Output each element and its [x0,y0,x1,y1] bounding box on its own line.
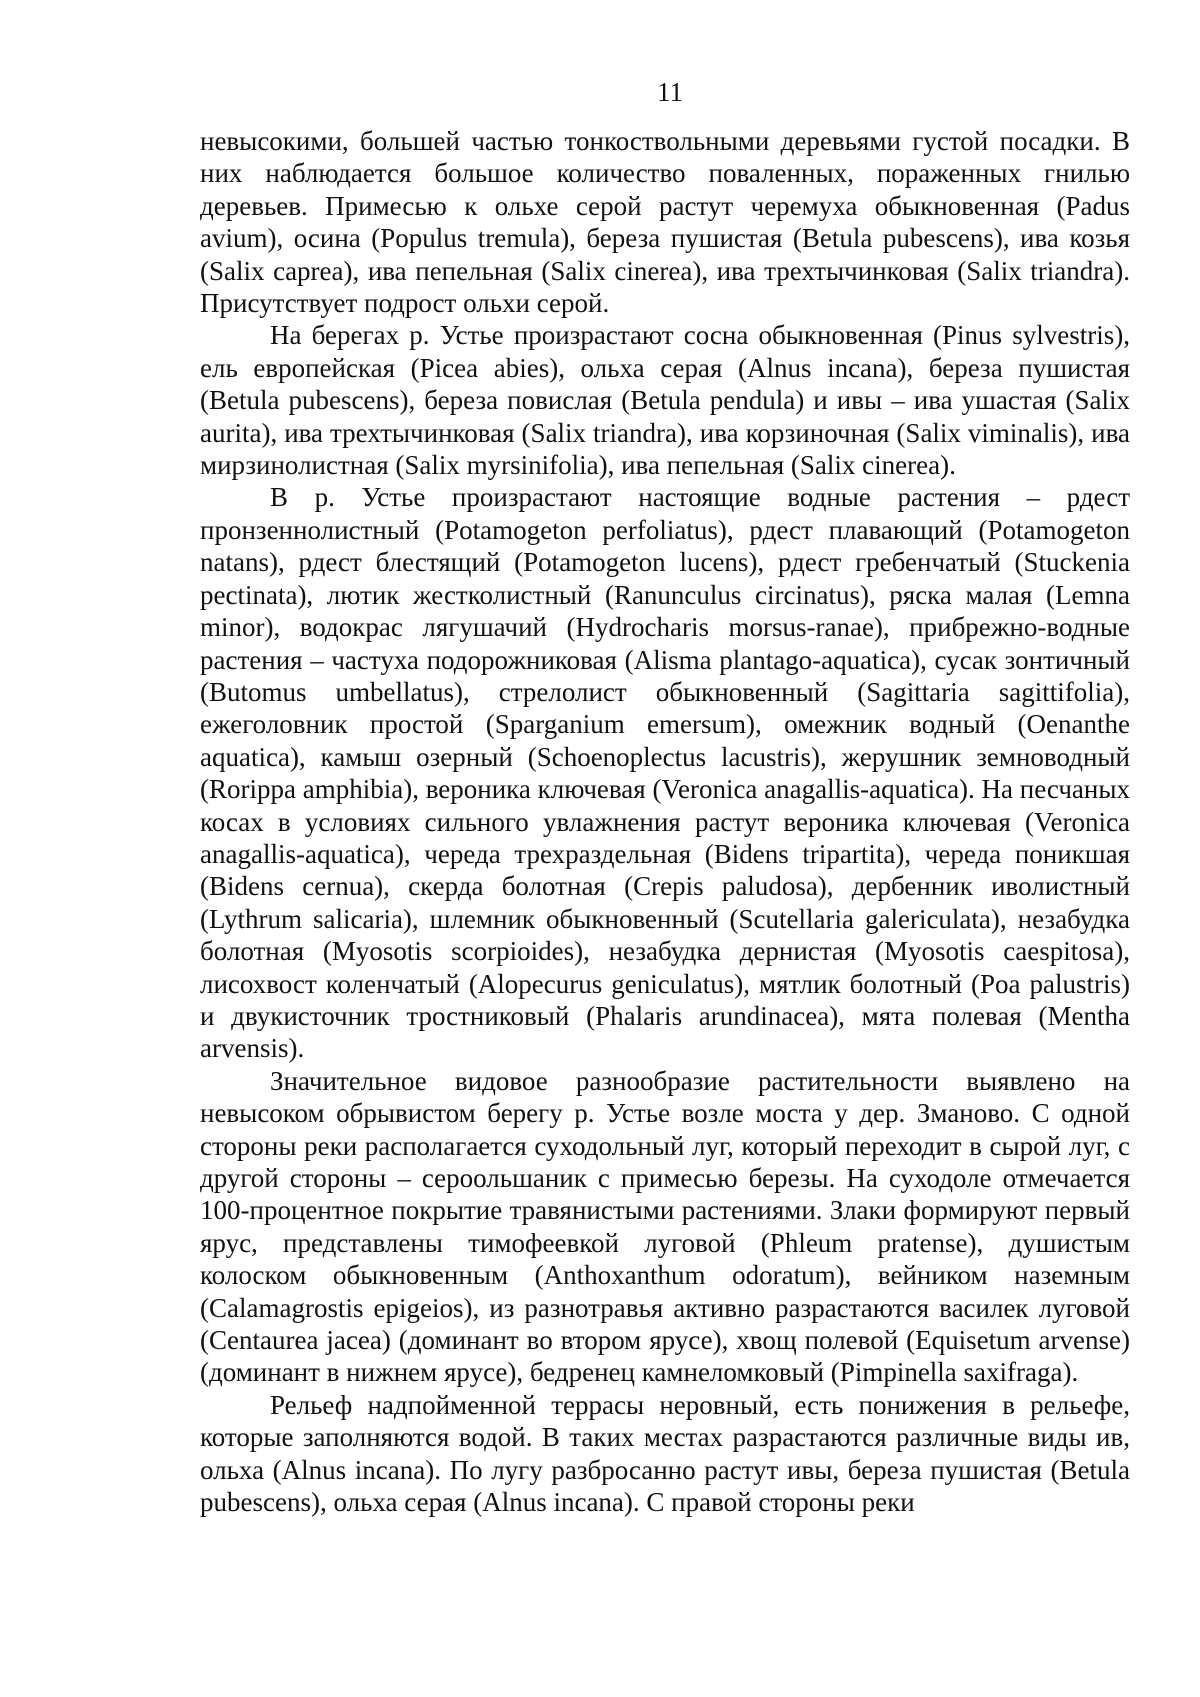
page-number: 11 [657,77,683,107]
paragraph-meadow-diversity: Значительное видовое разнообразие растительности выявлено на невысоком обрывистом берегу р. Устье возле моста у дер. Зманово. С одной стороны реки располагается суходольный луг, который переходит в сырой луг, с другой стороны – сероольшаник с примесью березы. На суходоле отмечается 100-процентное покрытие травянистыми растениями. Злаки формируют первый ярус, представлены тимофеевкой луговой (Phleum pratense), душистым колоском обыкновенным (Anthoxanthum odoratum), вейником наземным (Calamagrostis epigeios), из разнотравья активно разрастаются василек луговой (Centaurea jacea) (доминант во втором ярусе), хвощ полевой (Equisetum arvense) (доминант в нижнем ярусе), бедренец камнеломковый (Pimpinella saxifraga). [200,1065,1130,1388]
paragraph-continuation: невысокими, большей частью тонкоствольными деревьями густой посадки. В них наблюдается большое количество поваленных, пораженных гнилью деревьев. Примесью к ольхе серой растут черемуха обыкновенная (Padus avium), осина (Populus tremula), береза пушистая (Betula pubescens), ива козья (Salix caprea), ива пепельная (Salix cinerea), ива трехтычинковая (Salix triandra). Присутствует подрост ольхи серой. [200,126,1130,319]
paragraph-riverbanks: На берегах р. Устье произрастают сосна обыкновенная (Pinus sylvestris), ель европейская (Picea abies), ольха серая (Alnus incana), береза пушистая (Betula pubescens), береза повислая (Betula pendula) и ивы – ива ушастая (Salix aurita), ива трехтычинковая (Salix triandra), ива корзиночная (Salix viminalis), ива мирзинолистная (Salix myrsinifolia), ива пепельная (Salix cinerea). [200,320,1130,481]
body-text [200,125,1130,1518]
paragraph-terrace-relief: Рельеф надпойменной террасы неровный, есть понижения в рельефе, которые заполняются водой. В таких местах разрастаются различные виды ив, ольха (Alnus incana). По лугу разбросанно растут ивы, береза пушистая (Betula pubescens), ольха серая (Alnus incana). С правой стороны реки [200,1389,1130,1518]
paragraph-aquatic-plants: В р. Устье произрастают настоящие водные растения – рдест пронзеннолистный (Potamogeton perfoliatus), рдест плавающий (Potamogeton natans), рдест блестящий (Potamogeton lucens), рдест гребенчатый (Stuckenia pectinata), лютик жестколистный (Ranunculus circinatus), ряска малая (Lemna minor), водокрас лягушачий (Hydrocharis morsus-ranae), прибрежно-водные растения – частуха подорожниковая (Alisma plantago-aquatica), сусак зонтичный (Butomus umbellatus), стрелолист обыкновенный (Sagittaria sagittifolia), ежеголовник простой (Sparganium emersum), омежник водный (Oenanthe aquatica), камыш озерный (Schoenoplectus lacustris), жерушник земноводный (Rorippa amphibia), вероника ключевая (Veronica anagallis-aquatica). На песчаных косах в условиях сильного увлажнения растут вероника ключевая (Veronica anagallis-aquatica), череда трехраздельная (Bidens tripartita), череда поникшая (Bidens cernua), скерда болотная (Crepis paludosa), дербенник иволистный (Lythrum salicaria), шлемник обыкновенный (Scutellaria galericulata), незабудка болотная (Myosotis scorpioides), незабудка дернистая (Myosotis caespitosa), лисохвост коленчатый (Alopecurus geniculatus), мятлик болотный (Poa palustris) и двукисточник тростниковый (Phalaris arundinacea), мята полевая (Mentha arvensis). [200,482,1130,1064]
